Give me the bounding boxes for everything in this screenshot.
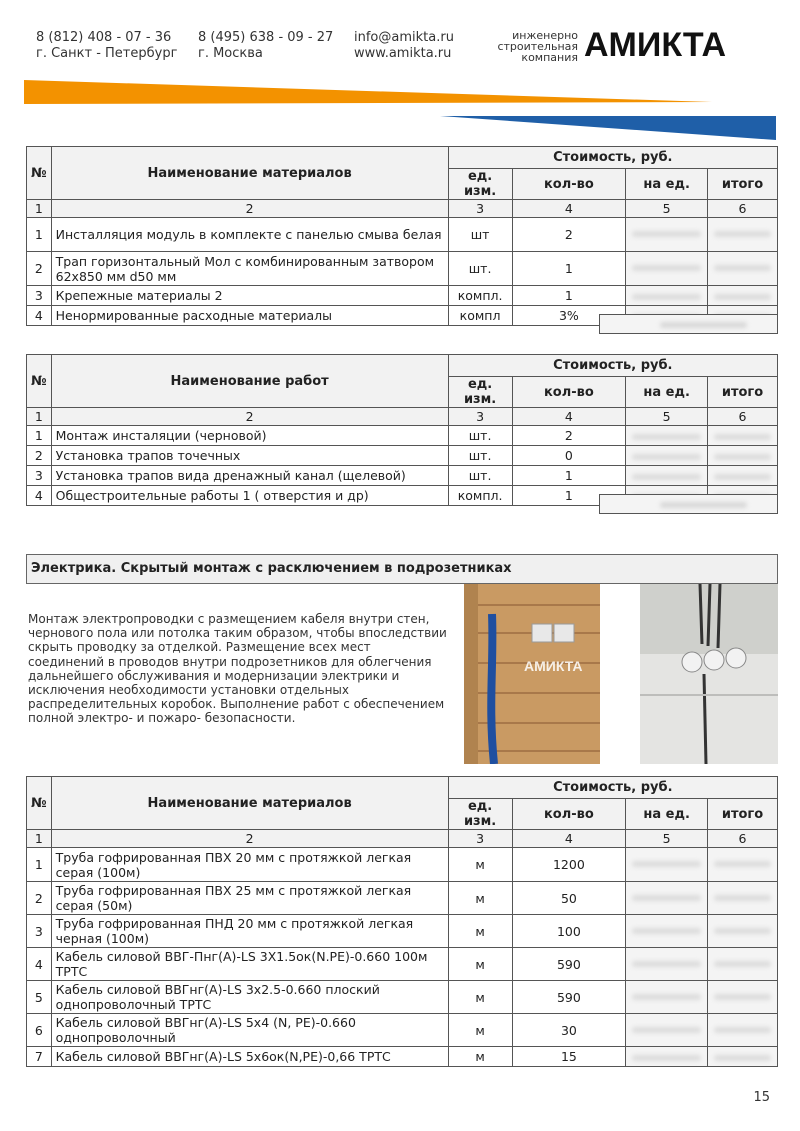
- index-cell: 5: [626, 200, 708, 218]
- table-row: [27, 848, 778, 882]
- table1-total-redacted: [599, 314, 778, 334]
- row-number: 3: [27, 466, 52, 486]
- row-total-redacted: [708, 218, 778, 252]
- logo-tagline-line: компания: [521, 51, 578, 64]
- phone-spb[interactable]: 8 (812) 408 - 07 - 36: [36, 30, 172, 45]
- row-number: 3: [27, 286, 52, 306]
- row-total-redacted: [708, 1014, 778, 1047]
- row-price-redacted: [626, 1047, 708, 1067]
- col-per-unit-header: на ед.: [626, 377, 708, 408]
- table-row: [27, 1047, 778, 1067]
- row-qty: 1: [512, 486, 626, 506]
- index-cell: 3: [448, 200, 512, 218]
- table-row: [27, 426, 778, 446]
- section-title: Электрика. Скрытый монтаж с расключением в подрозетниках: [26, 554, 778, 584]
- row-unit: шт.: [448, 252, 512, 286]
- logo-tagline-line: инженерно: [512, 29, 578, 42]
- row-unit: м: [448, 1014, 512, 1047]
- row-name: Кабель силовой ВВГнг(А)-LS 5x6ок(N,PE)-0,66 ТРТС: [51, 1047, 448, 1067]
- row-unit: м: [448, 848, 512, 882]
- row-qty: 590: [512, 948, 626, 981]
- index-cell: 6: [708, 200, 778, 218]
- page-number: 15: [753, 1090, 770, 1105]
- col-cost-header: Стоимость, руб.: [448, 777, 777, 799]
- email-link[interactable]: info@amikta.ru: [354, 30, 454, 45]
- col-name-header: Наименование материалов: [51, 777, 448, 830]
- sockets-wall-image: [640, 584, 778, 764]
- row-number: 2: [27, 882, 52, 915]
- index-cell: 5: [626, 830, 708, 848]
- index-row: [27, 408, 778, 426]
- row-unit: компл.: [448, 286, 512, 306]
- city-spb: г. Санкт - Петербург: [36, 46, 178, 61]
- row-price-redacted: [626, 218, 708, 252]
- col-num-header: №: [27, 147, 52, 200]
- row-name: Установка трапов точечных: [51, 446, 448, 466]
- row-total-redacted: [708, 981, 778, 1014]
- row-price-redacted: [626, 466, 708, 486]
- row-total-redacted: [708, 286, 778, 306]
- logo-tagline-line: строительная: [497, 40, 578, 53]
- row-price-redacted: [626, 426, 708, 446]
- row-price-redacted: [626, 981, 708, 1014]
- row-price-redacted: [626, 252, 708, 286]
- table-row: [27, 218, 778, 252]
- row-name: Труба гофрированная ПВХ 20 мм с протяжкой легкая серая (100м): [51, 848, 448, 882]
- row-qty: 3%: [512, 306, 626, 326]
- row-name: Труба гофрированная ПНД 20 мм с протяжкой легкая черная (100м): [51, 915, 448, 948]
- blue-stripe: [440, 116, 776, 140]
- header-stripes: [0, 0, 800, 145]
- row-name: Ненормированные расходные материалы: [51, 306, 448, 326]
- row-price-redacted: [626, 882, 708, 915]
- row-number: 4: [27, 486, 52, 506]
- index-cell: 5: [626, 408, 708, 426]
- col-unit-header: ед. изм.: [448, 799, 512, 830]
- index-row: [27, 200, 778, 218]
- materials-table-2: [26, 776, 778, 1067]
- col-total-header: итого: [708, 799, 778, 830]
- logo-name: АМИКТА: [584, 26, 727, 64]
- row-name: Кабель силовой ВВГнг(А)-LS 5x4 (N, PE)-0.660 однопроволочный: [51, 1014, 448, 1047]
- row-number: 6: [27, 1014, 52, 1047]
- row-name: Общестроительные работы 1 ( отверстия и др): [51, 486, 448, 506]
- row-unit: шт.: [448, 466, 512, 486]
- row-qty: 1: [512, 466, 626, 486]
- table-row: [27, 252, 778, 286]
- col-name-header: Наименование материалов: [51, 147, 448, 200]
- row-unit: м: [448, 948, 512, 981]
- row-total-redacted: [708, 848, 778, 882]
- row-unit: компл.: [448, 486, 512, 506]
- row-total-redacted: [708, 915, 778, 948]
- index-cell: 3: [448, 830, 512, 848]
- table-row: [27, 286, 778, 306]
- col-unit-header: ед. изм.: [448, 169, 512, 200]
- works-table: [26, 354, 778, 506]
- table-row: [27, 466, 778, 486]
- table-row: [27, 446, 778, 466]
- row-qty: 2: [512, 426, 626, 446]
- row-name: Труба гофрированная ПВХ 25 мм с протяжкой легкая серая (50м): [51, 882, 448, 915]
- col-per-unit-header: на ед.: [626, 799, 708, 830]
- col-cost-header: Стоимость, руб.: [448, 355, 777, 377]
- row-unit: компл: [448, 306, 512, 326]
- row-name: Инсталляция модуль в комплекте с панелью смыва белая: [51, 218, 448, 252]
- row-unit: м: [448, 981, 512, 1014]
- index-cell: 1: [27, 408, 52, 426]
- row-number: 7: [27, 1047, 52, 1067]
- row-total-redacted: [708, 446, 778, 466]
- row-unit: м: [448, 882, 512, 915]
- row-qty: 30: [512, 1014, 626, 1047]
- row-total-redacted: [708, 426, 778, 446]
- row-unit: м: [448, 915, 512, 948]
- index-cell: 2: [51, 408, 448, 426]
- table2-total-redacted: [599, 494, 778, 514]
- index-cell: 2: [51, 830, 448, 848]
- col-qty-header: кол-во: [512, 799, 626, 830]
- row-unit: м: [448, 1047, 512, 1067]
- table-row: [27, 882, 778, 915]
- orange-stripe: [24, 80, 712, 104]
- row-name: Кабель силовой ВВГнг(А)-LS 3x2.5-0.660 плоский однопроволочный ТРТС: [51, 981, 448, 1014]
- materials-table-1: [26, 146, 778, 326]
- col-total-header: итого: [708, 169, 778, 200]
- row-name: Кабель силовой ВВГ-Пнг(А)-LS 3X1.5ок(N.PE)-0.660 100м ТРТС: [51, 948, 448, 981]
- row-number: 5: [27, 981, 52, 1014]
- row-qty: 1: [512, 286, 626, 306]
- row-price-redacted: [626, 286, 708, 306]
- row-name: Установка трапов вида дренажный канал (щелевой): [51, 466, 448, 486]
- row-number: 1: [27, 218, 52, 252]
- row-total-redacted: [708, 1047, 778, 1067]
- photo-watermark: АМИКТА: [524, 658, 583, 674]
- table-row: [27, 948, 778, 981]
- row-total-redacted: [708, 466, 778, 486]
- wood-wall-image: [464, 584, 600, 764]
- section-description: Монтаж электропроводки с размещением кабеля внутри стен, чернового пола или потолка таким образом, чтобы впоследствии скрыть проводку за отделкой. Размещение всех мест соединений в проводов внутри подрозетников для облегчения дальнейшего обслуживания и модернизации электрики и исключения необходимости установки отдельных распределительных коробок. Выполнение работ с обеспечением полной электро- и пожаро- безопасности.: [28, 612, 447, 726]
- row-total-redacted: [708, 948, 778, 981]
- table-row: [27, 915, 778, 948]
- row-number: 3: [27, 915, 52, 948]
- index-row: [27, 830, 778, 848]
- index-cell: 6: [708, 408, 778, 426]
- col-per-unit-header: на ед.: [626, 169, 708, 200]
- row-qty: 2: [512, 218, 626, 252]
- col-num-header: №: [27, 777, 52, 830]
- row-unit: шт.: [448, 426, 512, 446]
- row-number: 2: [27, 252, 52, 286]
- row-qty: 590: [512, 981, 626, 1014]
- row-total-redacted: [708, 882, 778, 915]
- table-row: [27, 981, 778, 1014]
- row-qty: 50: [512, 882, 626, 915]
- index-cell: 4: [512, 830, 626, 848]
- index-cell: 1: [27, 200, 52, 218]
- col-qty-header: кол-во: [512, 169, 626, 200]
- row-price-redacted: [626, 948, 708, 981]
- row-price-redacted: [626, 848, 708, 882]
- col-name-header: Наименование работ: [51, 355, 448, 408]
- row-name: Трап горизонтальный Мол с комбинированным затвором 62x850 мм d50 мм: [51, 252, 448, 286]
- row-price-redacted: [626, 446, 708, 466]
- row-unit: шт.: [448, 446, 512, 466]
- col-unit-header: ед. изм.: [448, 377, 512, 408]
- table-row: [27, 1014, 778, 1047]
- row-qty: 0: [512, 446, 626, 466]
- row-name: Крепежные материалы 2: [51, 286, 448, 306]
- wood-wall-photo: [464, 584, 600, 764]
- col-qty-header: кол-во: [512, 377, 626, 408]
- row-number: 1: [27, 848, 52, 882]
- city-msk: г. Москва: [198, 46, 263, 61]
- index-cell: 4: [512, 408, 626, 426]
- row-qty: 100: [512, 915, 626, 948]
- row-qty: 1200: [512, 848, 626, 882]
- phone-msk[interactable]: 8 (495) 638 - 09 - 27: [198, 30, 334, 45]
- row-total-redacted: [708, 252, 778, 286]
- row-number: 4: [27, 948, 52, 981]
- row-number: 4: [27, 306, 52, 326]
- row-qty: 15: [512, 1047, 626, 1067]
- row-price-redacted: [626, 1014, 708, 1047]
- sockets-wall-photo: [640, 584, 778, 764]
- row-price-redacted: [626, 915, 708, 948]
- index-cell: 4: [512, 200, 626, 218]
- index-cell: 2: [51, 200, 448, 218]
- col-total-header: итого: [708, 377, 778, 408]
- index-cell: 3: [448, 408, 512, 426]
- row-number: 1: [27, 426, 52, 446]
- website-link[interactable]: www.amikta.ru: [354, 46, 452, 61]
- row-name: Монтаж инсталяции (черновой): [51, 426, 448, 446]
- col-num-header: №: [27, 355, 52, 408]
- index-cell: 1: [27, 830, 52, 848]
- row-unit: шт: [448, 218, 512, 252]
- col-cost-header: Стоимость, руб.: [448, 147, 777, 169]
- row-qty: 1: [512, 252, 626, 286]
- row-number: 2: [27, 446, 52, 466]
- index-cell: 6: [708, 830, 778, 848]
